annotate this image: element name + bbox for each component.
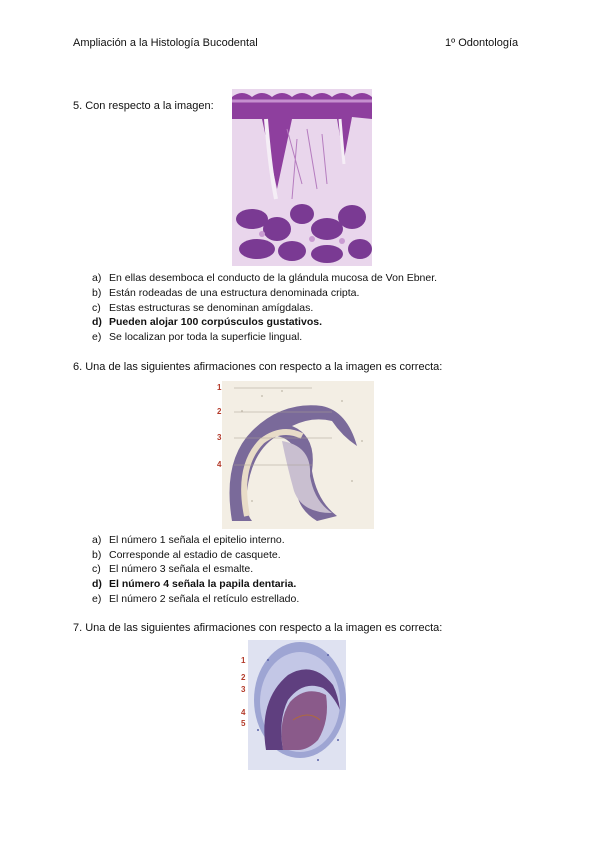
question-5-option-d: d) Pueden alojar 100 corpúsculos gustativos. [92,316,322,328]
question-5-option-e: e) Se localizan por toda la superficie lingual. [92,331,303,343]
tooth-bud-label-3: 3 [217,433,222,442]
question-5-option-a: a) En ellas desemboca el conducto de la glándula mucosa de Von Ebner. [92,272,438,284]
bell-stage-label-1: 1 [241,656,246,665]
tooth-bud-micrograph [222,381,374,529]
question-6-prompt: 6. Una de las siguientes afirmaciones con respecto a la imagen es correcta: [73,361,443,373]
bell-stage-label-3: 3 [241,685,246,694]
document-header-course: 1º Odontología [445,37,519,49]
question-5-option-b: b) Están rodeadas de una estructura denominada cripta. [92,287,360,299]
bell-stage-label-4: 4 [241,708,246,717]
bell-stage-label-5: 5 [241,719,246,728]
tooth-bud-label-1: 1 [217,383,222,392]
tongue-papilla-micrograph [232,89,372,266]
tooth-bud-label-2: 2 [217,407,222,416]
question-6-option-b: b) Corresponde al estadio de casquete. [92,549,281,561]
bell-stage-label-2: 2 [241,673,246,682]
question-6-option-e: e) El número 2 señala el retículo estrellado. [92,593,300,605]
question-5-option-c: c) Estas estructuras se denominan amígdalas. [92,302,314,314]
question-7-prompt: 7. Una de las siguientes afirmaciones con respecto a la imagen es correcta: [73,622,443,634]
question-6-option-c: c) El número 3 señala el esmalte. [92,563,254,575]
bell-stage-micrograph [248,640,346,770]
question-6-option-d: d) El número 4 señala la papila dentaria. [92,578,297,590]
question-6-option-a: a) El número 1 señala el epitelio interno. [92,534,285,546]
question-5-prompt: 5. Con respecto a la imagen: [73,100,214,112]
tooth-bud-label-4: 4 [217,460,222,469]
document-header-title: Ampliación a la Histología Bucodental [73,37,258,49]
